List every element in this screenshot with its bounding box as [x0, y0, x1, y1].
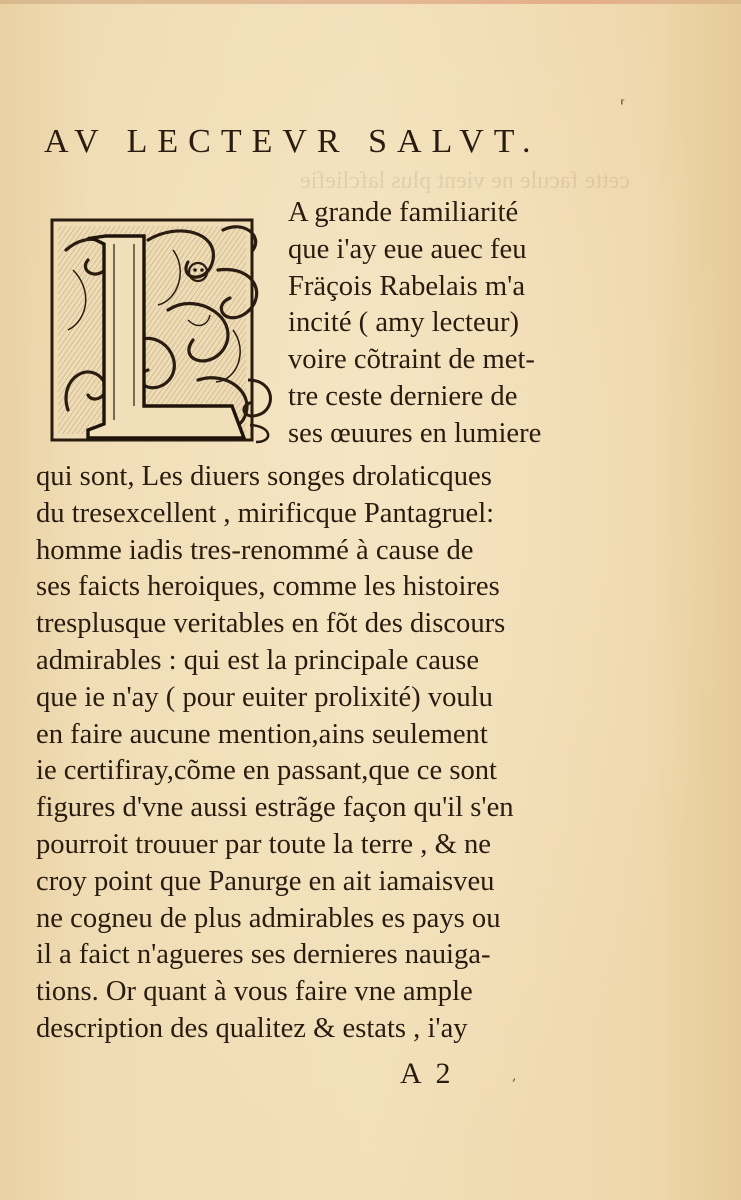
text-line: A grande familiarité — [288, 197, 519, 228]
text-line: figures d'vne aussi estrãge façon qu'il s'en — [36, 792, 514, 824]
text-line: incité ( amy lecteur) — [288, 307, 520, 339]
page-heading: AV LECTEVR SALVT. — [44, 123, 541, 160]
text-line: tresplusque veritables en fõt des discours — [36, 608, 506, 640]
text-line: croy point que Panurge en ait iamaisveu — [36, 865, 495, 897]
text-line: voire cõtraint de met- — [288, 344, 535, 376]
text-line: qui sont, Les diuers songes drolaticques — [36, 461, 492, 492]
ornamental-initial-letter — [48, 210, 276, 446]
text-line: ne cogneu de plus admirables es pays ou — [36, 902, 501, 934]
page-top-edge — [0, 0, 741, 4]
text-line: pourroit trouuer par toute la terre , & ne — [36, 828, 491, 860]
text-line: ses œuures en lumiere — [288, 417, 542, 449]
text-line: en faire aucune mention,ains seulement — [36, 718, 488, 750]
text-line: ie certifiray,cõme en passant,que ce sont — [36, 755, 498, 787]
body-text — [36, 459, 514, 1048]
text-beside-initial — [288, 195, 541, 453]
text-line: que ie n'ay ( pour euiter prolixité) voulu — [36, 681, 493, 713]
text-line: que i'ay eue auec feu — [288, 233, 527, 265]
ink-speck: , — [512, 1068, 517, 1084]
text-line: du tresexcellent , mirificque Pantagruel: — [36, 497, 495, 529]
text-line: tre ceste derniere de — [288, 380, 518, 412]
ink-speck: ⸢ — [620, 98, 626, 114]
text-line: homme iadis tres-renommé à cause de — [36, 534, 474, 566]
text-line: admirables : qui est la principale cause — [36, 644, 480, 676]
signature-mark: A 2 — [400, 1057, 455, 1090]
text-line: ses faicts heroiques, comme les histoires — [36, 571, 500, 603]
text-line: Fräçois Rabelais m'a — [288, 270, 526, 302]
text-line: il a faict n'agueres ses dernieres nauiga- — [36, 939, 491, 971]
bleed-through-texture: cette facule ne vient plus lafcliefie — [300, 168, 630, 194]
text-line: description des qualitez & estats , i'ay — [36, 1012, 468, 1044]
text-line: tions. Or quant à vous faire vne ample — [36, 976, 473, 1008]
